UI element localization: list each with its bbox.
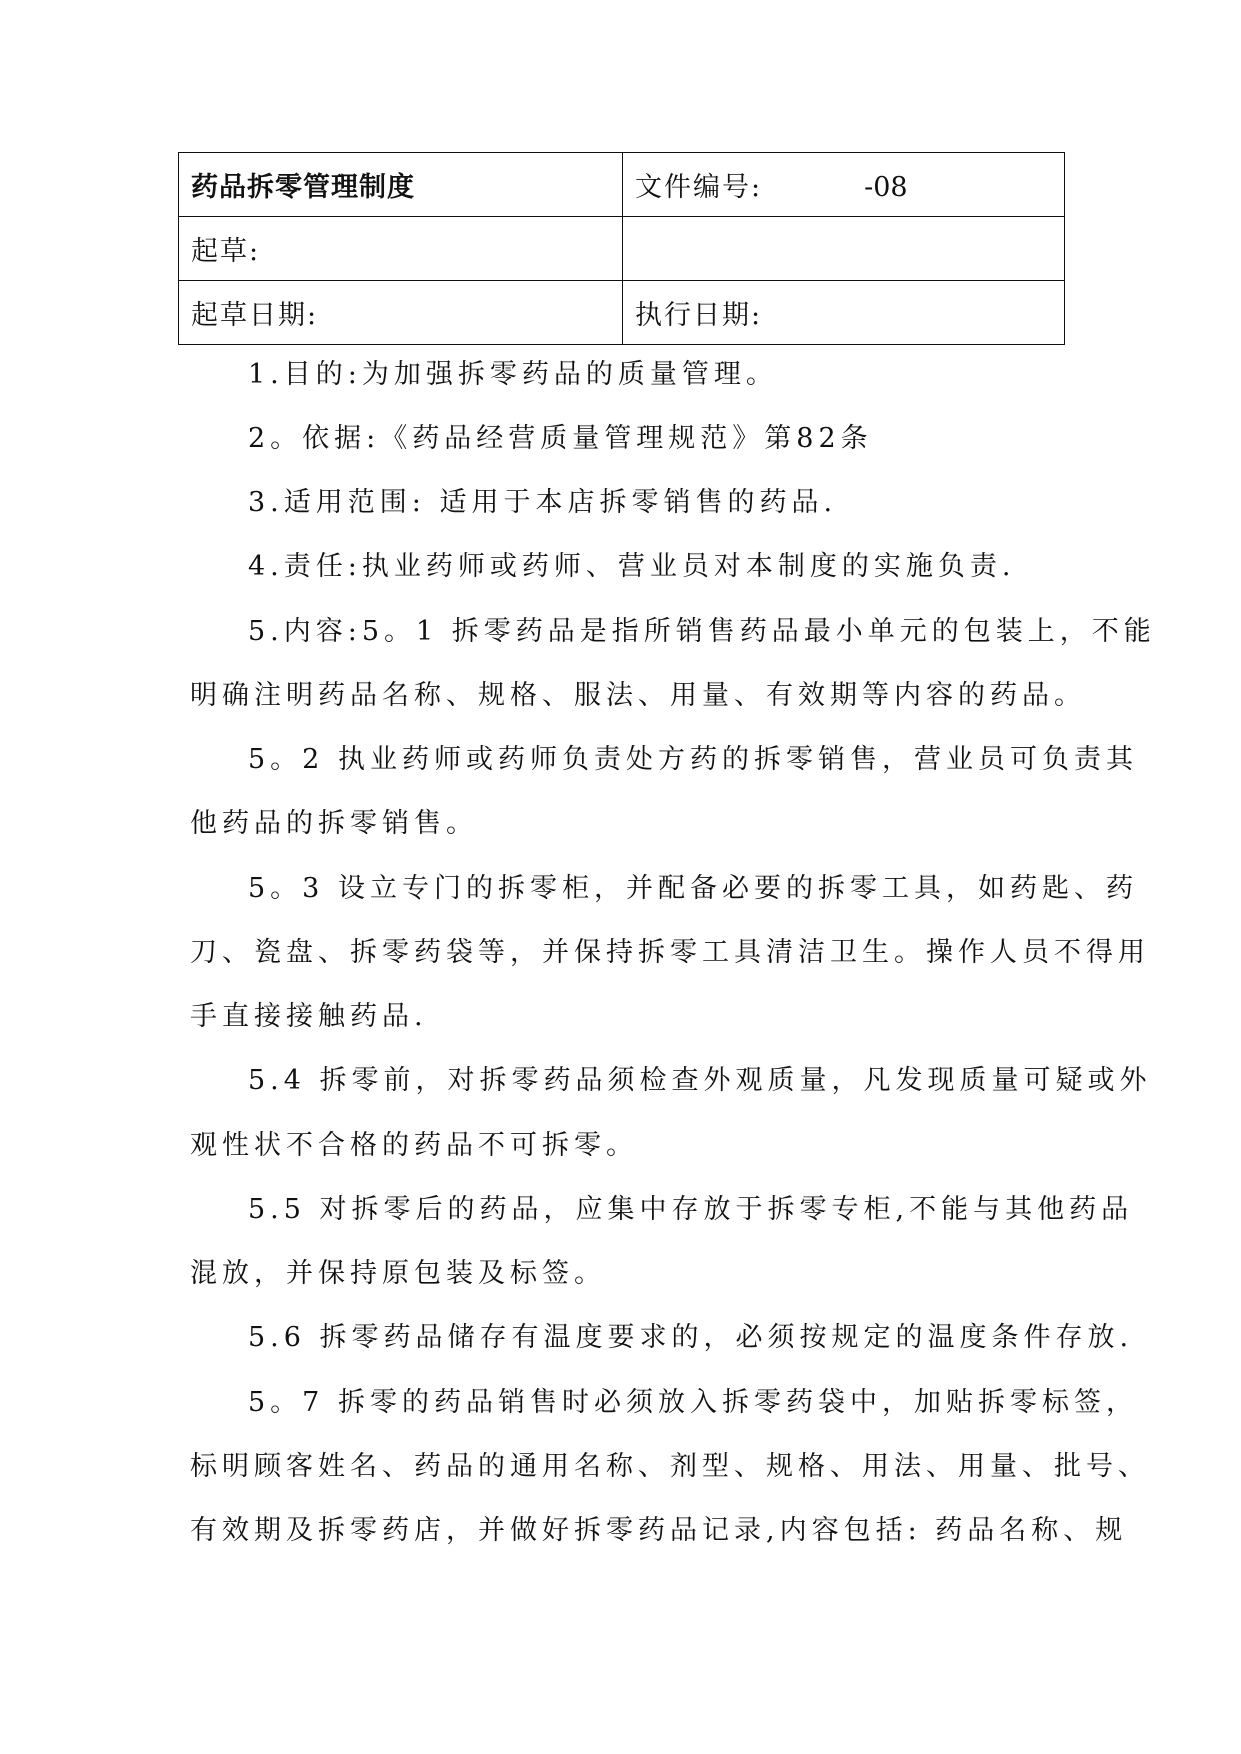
body-line: 手直接接触药品.	[190, 1001, 428, 1032]
body-line: 5.5 对拆零后的药品，应集中存放于拆零专柜,不能与其他药品	[248, 1194, 1134, 1225]
title-cell	[179, 153, 623, 217]
body-line: 他药品的拆零销售。	[190, 808, 478, 839]
body-line: 1.目的:为加强拆零药品的质量管理。	[248, 359, 778, 390]
draft-right-cell	[623, 217, 1065, 281]
body-line: 3.适用范围: 适用于本店拆零销售的药品.	[248, 487, 838, 518]
body-line: 混放，并保持原包装及标签。	[190, 1258, 606, 1289]
body-line: 5.6 拆零药品储存有温度要求的，必须按规定的温度条件存放.	[248, 1322, 1134, 1353]
body-line: 2。依据:《药品经营质量管理规范》第82条	[248, 423, 873, 454]
body-line: 明确注明药品名称、规格、服法、用量、有效期等内容的药品。	[190, 680, 1086, 711]
header-row-title	[179, 153, 1065, 217]
file-number-cell	[623, 153, 1065, 217]
document-header-table	[178, 152, 1065, 345]
body-line: 5。3 设立专门的拆零柜，并配备必要的拆零工具，如药匙、药	[248, 873, 1138, 904]
draft-date-label: 起草日期:	[191, 300, 319, 331]
exec-date-cell	[623, 281, 1065, 345]
exec-date-label: 执行日期:	[635, 300, 763, 331]
body-line: 4.责任:执业药师或药师、营业员对本制度的实施负责.	[248, 551, 1016, 582]
header-row-dates	[179, 281, 1065, 345]
body-line: 5.4 拆零前，对拆零药品须检查外观质量，凡发现质量可疑或外	[248, 1065, 1152, 1096]
draft-date-cell	[179, 281, 623, 345]
draft-label: 起草:	[191, 236, 261, 267]
draft-cell	[179, 217, 623, 281]
body-line: 5。7 拆零的药品销售时必须放入拆零药袋中，加贴拆零标签，	[248, 1387, 1138, 1418]
body-line: 观性状不合格的药品不可拆零。	[190, 1130, 638, 1161]
document-title: 药品拆零管理制度	[191, 172, 415, 203]
body-line: 刀、瓷盘、拆零药袋等，并保持拆零工具清洁卫生。操作人员不得用	[190, 937, 1150, 968]
body-line: 5.内容:5。1 拆零药品是指所销售药品最小单元的包装上，不能	[248, 616, 1156, 647]
body-line: 标明顾客姓名、药品的通用名称、剂型、规格、用法、用量、批号、	[190, 1451, 1150, 1482]
body-line: 有效期及拆零药店，并做好拆零药品记录,内容包括: 药品名称、规	[190, 1515, 1128, 1546]
file-number-label: 文件编号:	[635, 172, 763, 203]
body-line: 5。2 执业药师或药师负责处方药的拆零销售，营业员可负责其	[248, 744, 1138, 775]
header-row-draft	[179, 217, 1065, 281]
file-number-value: -08	[864, 172, 908, 203]
